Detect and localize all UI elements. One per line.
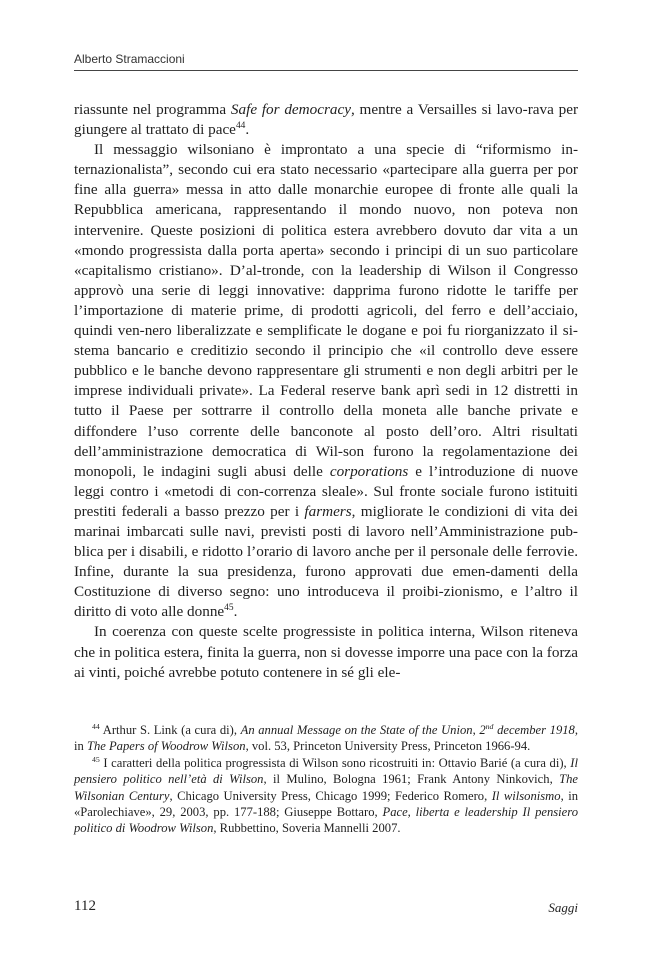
note-ref: 45: [224, 603, 234, 614]
section-name: Saggi: [548, 900, 578, 915]
text-run: , Rubbettino, Soveria Mannelli 2007.: [213, 821, 401, 836]
text-run: .: [233, 603, 238, 621]
text-run: I caratteri della politica progressista di Wilson sono ricostruiti in: Ottavio Barié (a cura di),: [99, 755, 571, 770]
text-run: .: [245, 121, 250, 139]
footnotes: [74, 722, 578, 837]
header-rule: [74, 70, 578, 71]
paragraph: [74, 622, 578, 682]
footnote-45: [74, 755, 578, 837]
text-run: , Chicago University Press, Chicago 1999; Federico Romero,: [169, 788, 492, 803]
text-run: ,: [472, 723, 480, 737]
text-run: e l’introduzione di nuove leggi contro i «metodi di con-correnza sleale». Sul fronte sociale furono istituiti prestiti federali a basso prezzo per i: [74, 462, 578, 520]
text-run: , in «Parolechiave», 29, 2003, pp. 177-188; Giuseppe Bottaro,: [74, 788, 578, 820]
text-run: In coerenza con queste scelte progressiste in politica interna, Wilson riteneva che in politica estera, finita la guerra, non si dovesse imporre una pace con la forza ai vinti, poiché avrebbe potuto contenere in sé gli ele-: [74, 623, 578, 681]
text-run: Arthur S. Link (a cura di),: [99, 723, 241, 737]
text-run: , migliorate le condizioni di vita dei marinai imbarcati sulle navi, previsti posti di lavoro nell’Amministrazione pub-blica per i disabili, e ridotto l’orario di lavoro anche per il personale delle ferrovie. Infine, durante la sua presidenza, furono approvati due emen-damenti della Costituzione di diverso segno: uno introduceva il proibi-zionismo, e l’altro il diritto di voto alle donne: [74, 502, 578, 621]
italic-run: An annual Message on the State of the Union: [240, 723, 473, 737]
italic-run: The Wilsonian Century: [74, 772, 578, 803]
italic-run: december 1918: [493, 723, 575, 737]
italic-run: Safe for democracy: [230, 101, 351, 118]
note-ref: 45: [92, 754, 100, 764]
text-run: Il messaggio wilsoniano è improntato a una specie di “riformismo in-ternazionalista”, secondo cui era stato necessario «partecipare alla guerra per por fine alla guerra» messa in atto dalle monarchie europee di fronte alle quali la Repubblica americana, rappresentando il mondo nuovo, non poteva non intervenire. Queste posizioni di politica estera avrebbero dovuto dar vita a un «mondo progressista dalla porta aperta» secondo i principi di un suo particolare «capitalismo cristiano». D’al-tronde, con la leadership di Wilson il Congresso approvò una serie di leggi innovative: dapprima furono ridotte le tariffe per l’importazione di materie prime, di prodotti agricoli, del ferro e dell’acciaio, quindi ven-nero liberalizzate e semplificate le dogane e poi fu riorganizzato il si-stema bancario e creditizio secondo il principio che «il controllo deve essere pubblico e le banche devono rappresentare gli strumenti e non degli arbitri per le imprese individuali private». La Federal reserve bank aprì sedi in 12 distretti in tutto il Paese per sottrarre il controllo della moneta alle banche private e diffondere l’uso corrente delle banconote al posto dell’oro. Altri risultati dell’amministrazione democratica di Wil-son furono la regolamentazione dei monopoli, le indagini sugli abusi delle: [74, 141, 578, 480]
text-run: , in: [74, 723, 578, 754]
footnote-44: [74, 722, 578, 755]
note-ref: 44: [92, 721, 100, 731]
text-run: riassunte nel programma: [74, 101, 231, 118]
note-ref: 44: [235, 121, 246, 132]
text-run: , il Mulino, Bologna 1961; Frank Antony Ninkovich,: [263, 772, 560, 787]
italic-run: The Papers of Woodrow Wilson: [86, 739, 246, 754]
italic-run: farmers: [304, 502, 352, 520]
body-text: [74, 100, 578, 683]
paragraph: [74, 140, 578, 622]
note-ref: nd: [485, 721, 494, 731]
italic-run: corporations: [329, 462, 409, 480]
italic-run: 2: [479, 723, 486, 737]
text-run: , mentre a Versailles si lavo-rava per giungere al trattato di pace: [74, 101, 578, 139]
italic-run: Il wilsonismo: [491, 788, 561, 803]
italic-run: Pace, liberta e leadership Il pensiero politico di Woodrow Wilson: [74, 805, 578, 836]
text-run: , vol. 53, Princeton University Press, Princeton 1966-94.: [245, 739, 531, 754]
page-number: 112: [74, 898, 96, 914]
paragraph: [74, 100, 578, 140]
running-head-author: Alberto Stramaccioni: [74, 52, 185, 66]
italic-run: Il pensiero politico nell’età di Wilson: [74, 755, 578, 787]
